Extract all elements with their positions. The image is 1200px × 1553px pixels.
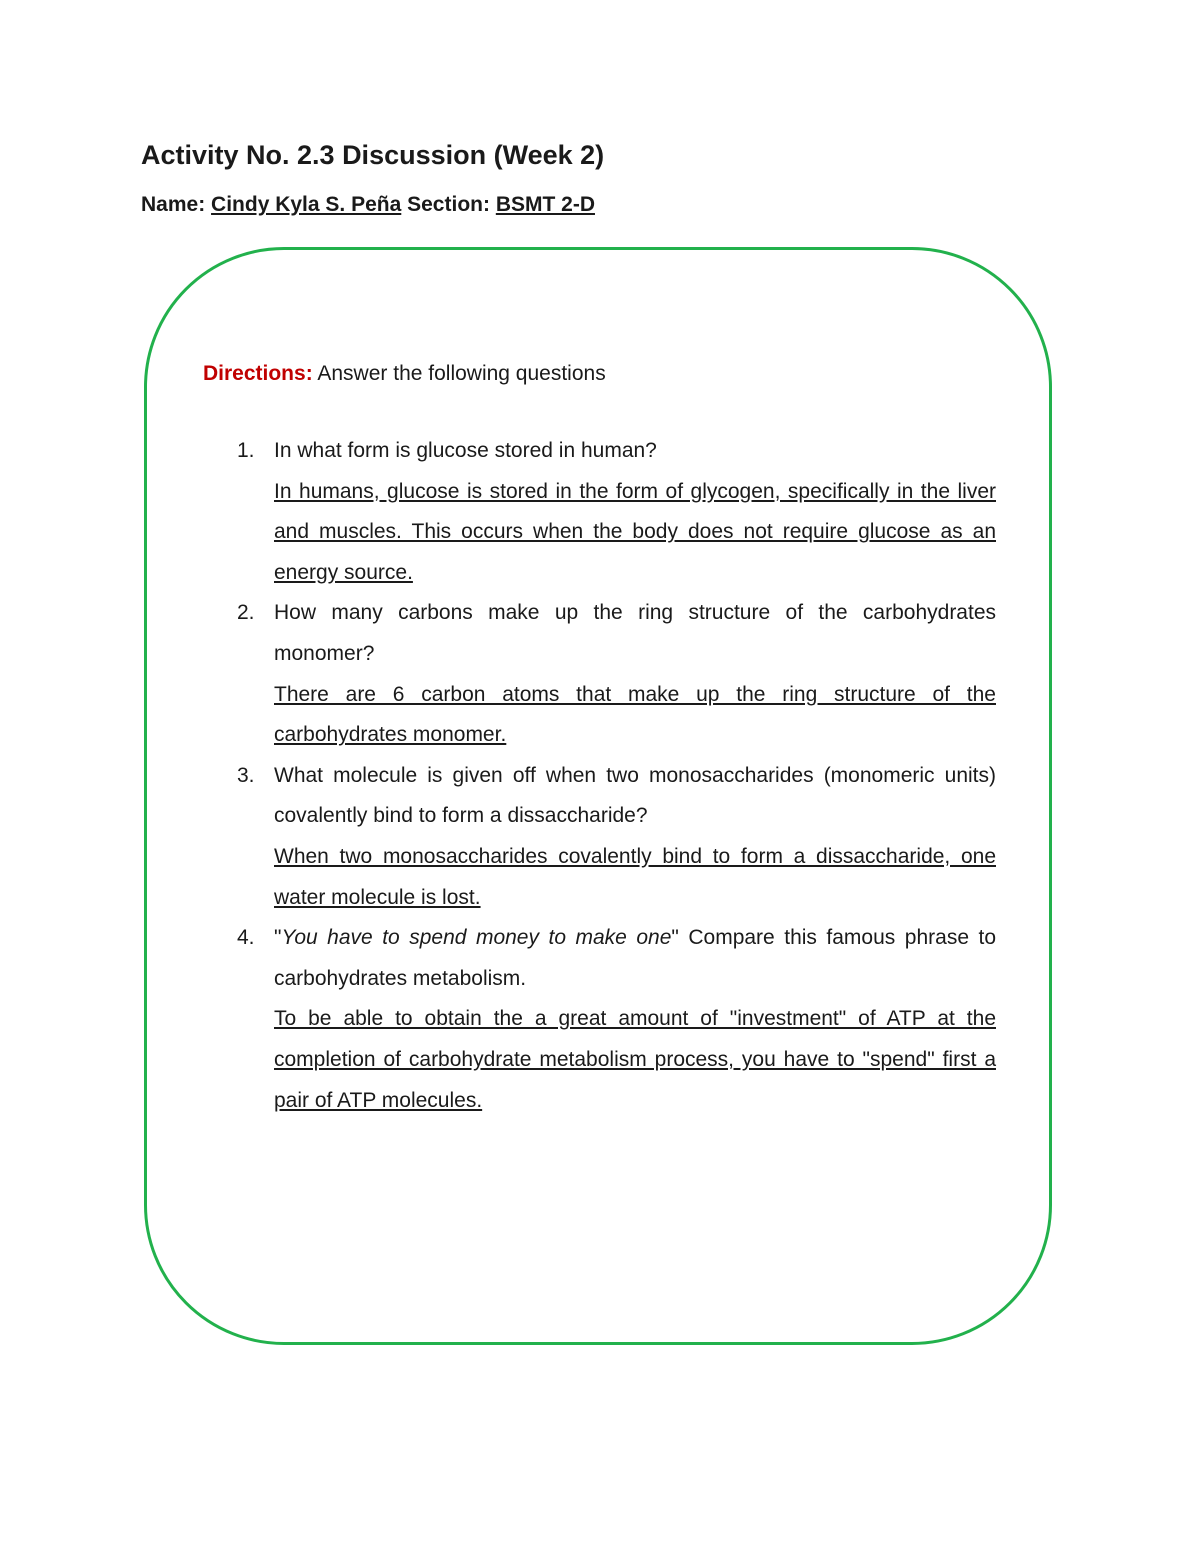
quote-open: " [274, 926, 282, 950]
question-item-2 [237, 593, 996, 755]
answer-text: In humans, glucose is stored in the form of glycogen, specifically in the liver and muscles. This occurs when the body does not require glucose as an energy source. [274, 479, 996, 584]
question-item-1 [237, 431, 996, 593]
quoted-phrase: You have to spend money to make one [281, 926, 672, 950]
question-item-4 [237, 918, 997, 1121]
answer-text: There are 6 carbon atoms that make up the ring structure of the carbohydrates monomer. [274, 682, 996, 747]
question-number: 3. [237, 763, 255, 787]
directions-label: Directions: [203, 362, 313, 385]
question-item-3 [237, 756, 996, 918]
answer-text: To be able to obtain the a great amount of "investment" of ATP at the completion of carbohydrate metabolism process, you have to "spend" first a pair of ATP molecules. [274, 1007, 996, 1112]
question-text [274, 918, 996, 999]
question-number: 2. [237, 601, 255, 625]
question-rest: " Compare this famous phrase to carbohydrates metabolism. [274, 926, 997, 990]
student-name: Cindy Kyla S. Peña [211, 193, 402, 216]
section-value: BSMT 2-D [495, 193, 595, 216]
question-text: How many carbons make up the ring structure of the carbohydrates monomer? [274, 601, 996, 665]
directions [203, 362, 606, 386]
question-text: In what form is glucose stored in human? [274, 439, 657, 462]
name-section-line [141, 193, 595, 217]
question-number: 1. [237, 439, 255, 462]
question-number: 4. [237, 926, 255, 950]
page-title: Activity No. 2.3 Discussion (Week 2) [141, 140, 605, 170]
section-label: Section: [407, 193, 490, 216]
question-list [237, 431, 997, 1121]
answer-text: When two monosaccharides covalently bind to form a dissaccharide, one water molecule is lost. [274, 844, 996, 909]
directions-text: Answer the following questions [317, 362, 606, 385]
name-label: Name: [141, 193, 206, 216]
question-text: What molecule is given off when two monosaccharides (monomeric units) covalently bind to form a dissaccharide? [274, 763, 996, 828]
